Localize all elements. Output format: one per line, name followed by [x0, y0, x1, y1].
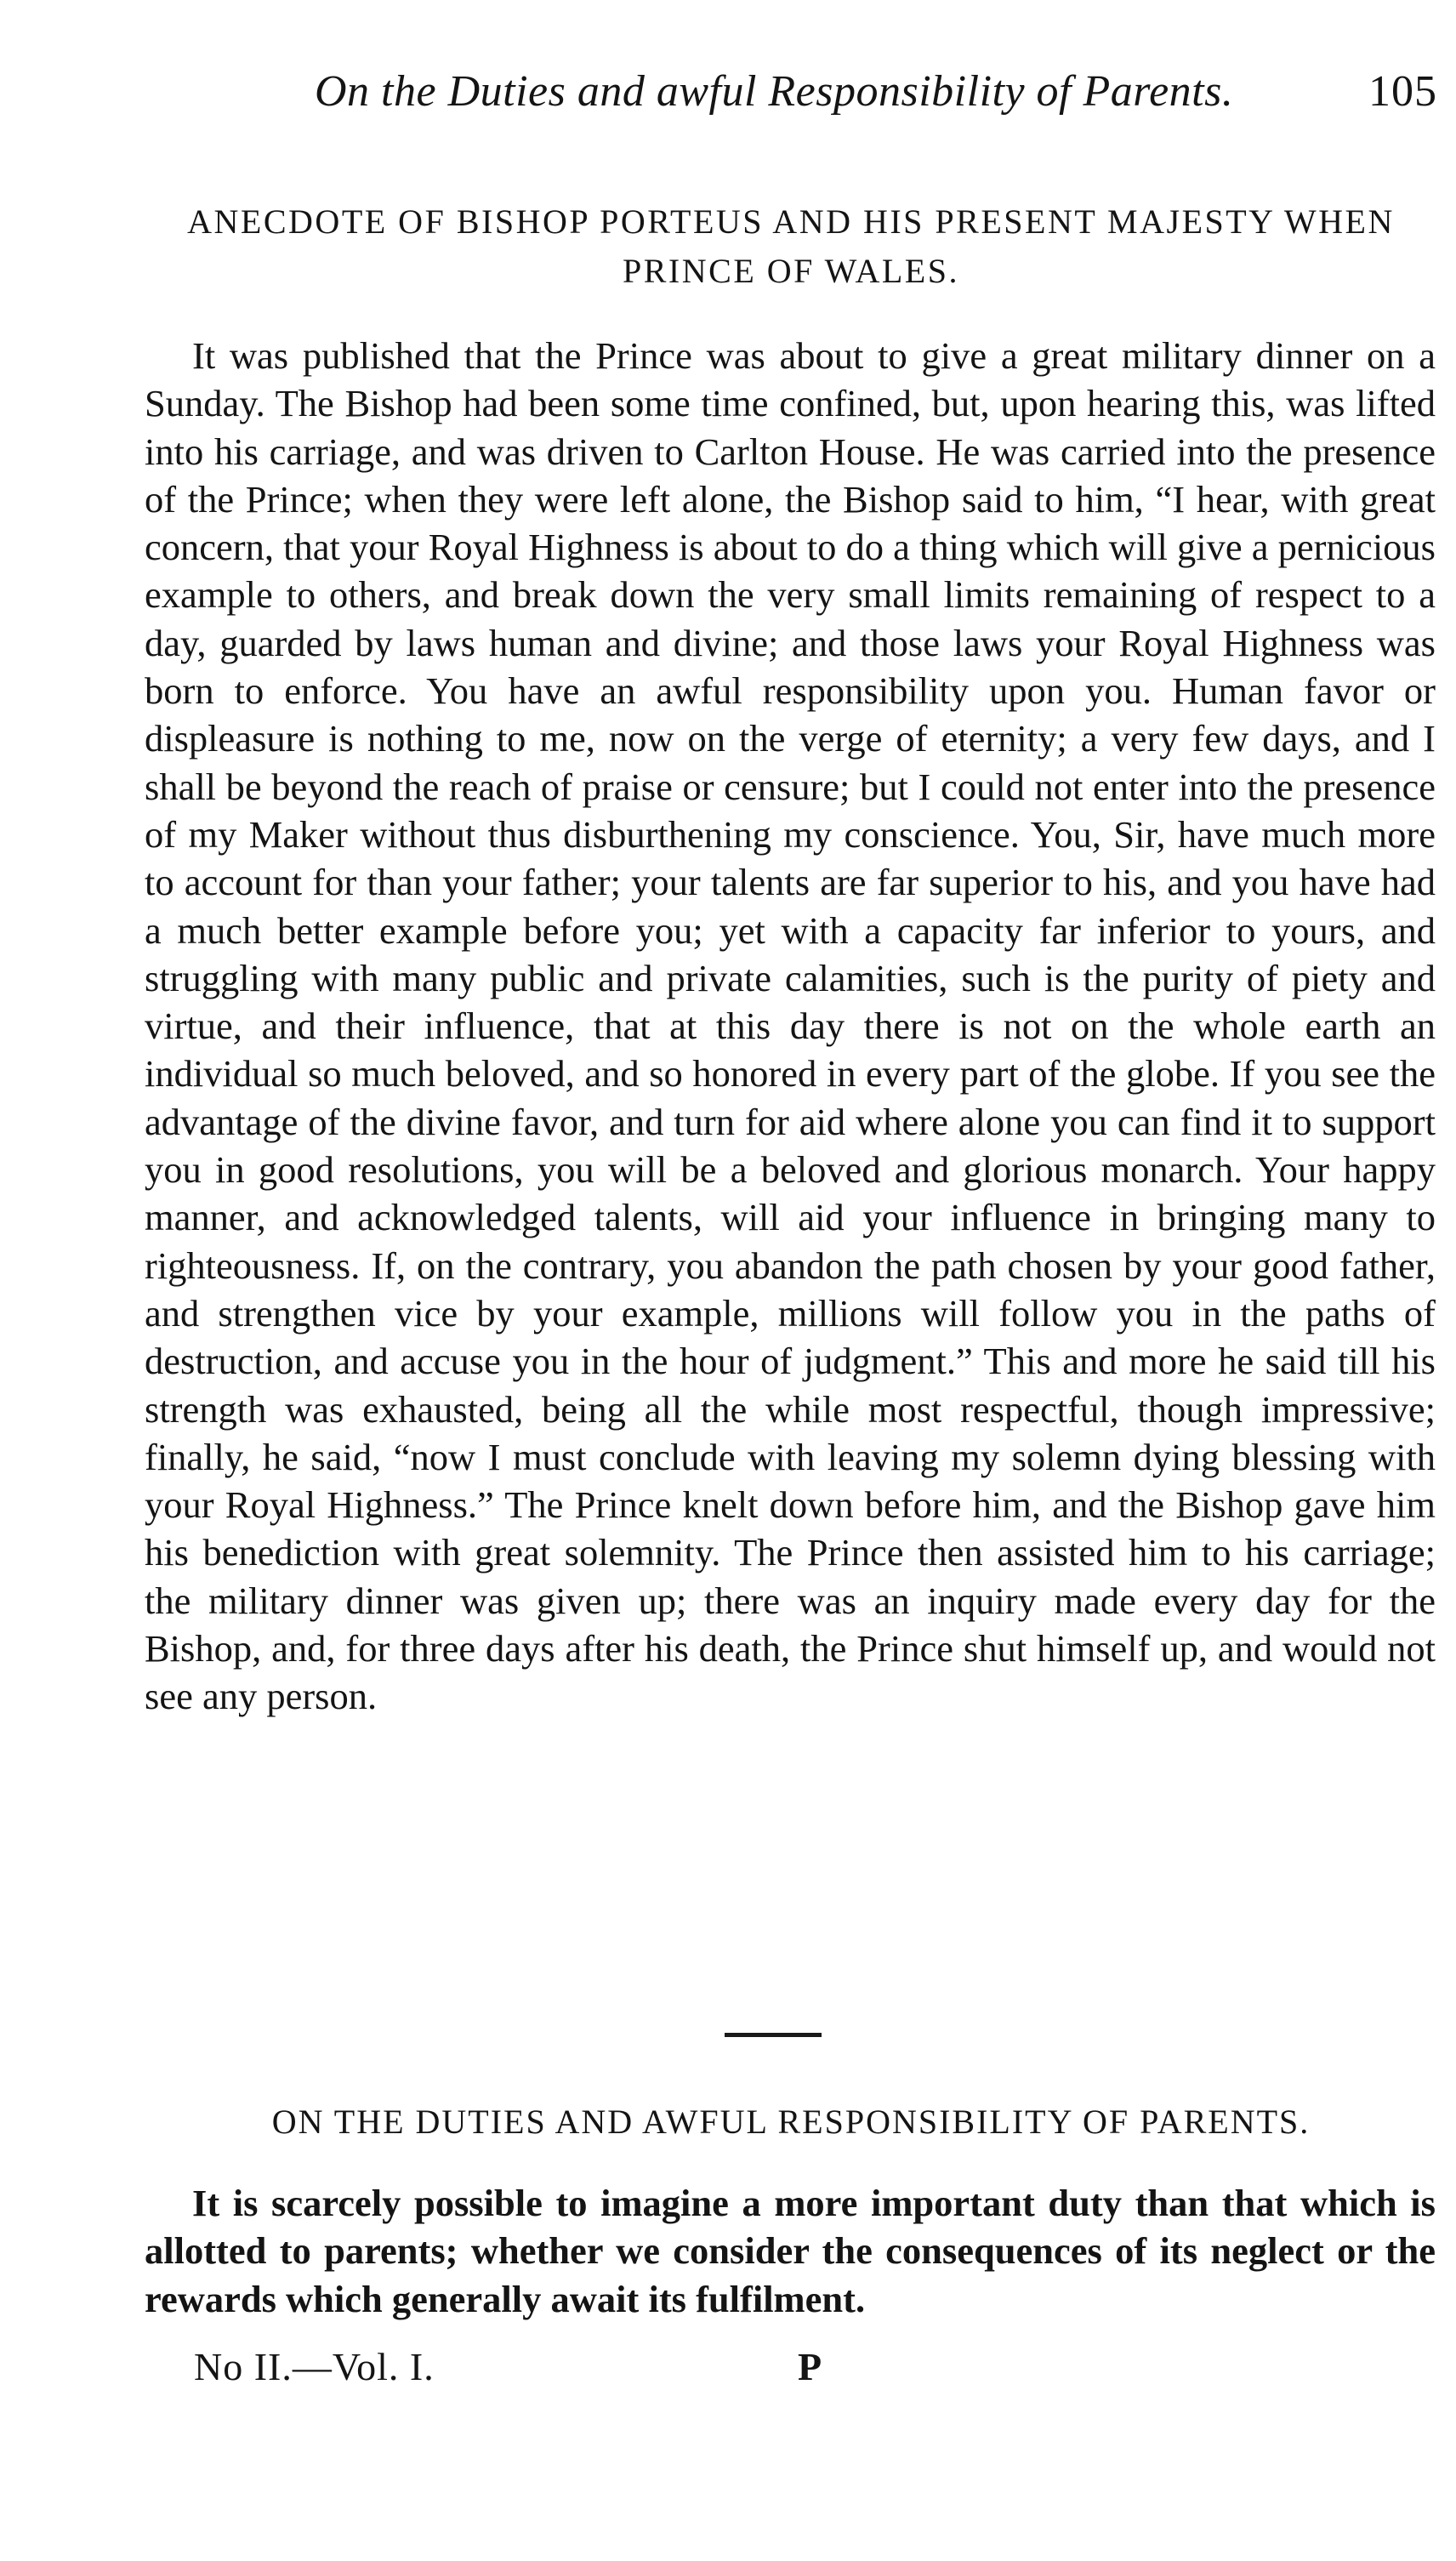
page-footer — [194, 2344, 1385, 2404]
signature-mark: P — [798, 2345, 822, 2388]
issue-signature: No II.—Vol. I. — [194, 2345, 435, 2388]
article-body-duties — [145, 2179, 1436, 2323]
article-paragraph: It was published that the Prince was about to give a great military dinner on a Sunday. The Bishop had been some time confined, but, upon hearing this, was lifted into his carriage, and was driven to Carlton House. He was carried into the presence of the Prince; when they were left alone, the Bishop said to him, “I hear, with great concern, that your Royal Highness is about to do a thing which will give a pernicious example to others, and break down the very small limits remaining of respect to a day, guarded by laws human and divine; and those laws your Royal Highness was born to enforce. You have an awful responsibility upon you. Human favor or displeasure is nothing to me, now on the verge of eternity; a very few days, and I shall be beyond the reach of praise or censure; but I could not enter into the presence of my Maker without thus disburthening my conscience. You, Sir, have much more to account for than your father; your talents are far superior to his, and you have had a much better example before you; yet with a capacity far inferior to yours, and struggling with many public and private calamities, such is the purity of piety and virtue, and their influence, that at this day there is not on the whole earth an individual so much beloved, and so honored in every part of the globe. If you see the advantage of the divine favor, and turn for aid where alone you can find it to support you in good resolutions, you will be a beloved and glorious monarch. Your happy manner, and acknowledged talents, will aid your influence in bringing many to righteousness. If, on the contrary, you abandon the path chosen by your good father, and strengthen vice by your example, millions will follow you in the paths of destruction, and accuse you in the hour of judgment.” This and more he said till his strength was exhausted, being all the while most respectful, though impressive; finally, he said, “now I must conclude with leaving my solemn dying blessing with your Royal Highness.” The Prince knelt down before him, and the Bishop gave him his benediction with great solemnity. The Prince then assisted him to his carriage; the military dinner was given up; there was an inquiry made every day for the Bishop, and, for three days after his death, the Prince shut himself up, and would not see any person. — [145, 334, 1436, 1718]
section-divider — [725, 2033, 822, 2037]
page-number: 105 — [1368, 67, 1437, 116]
running-title: On the Duties and awful Responsibility of Parents. — [315, 67, 1234, 116]
running-head — [306, 66, 1437, 126]
article-body-anecdote — [145, 332, 1436, 1721]
article-heading-duties: ON THE DUTIES AND AWFUL RESPONSIBILITY OF PARENTS. — [271, 2103, 1311, 2141]
article-paragraph: It is scarcely possible to imagine a more important duty than that which is allotted to parents; whether we consider the consequences of its neglect or the rewards which generally await its fulfilment. — [145, 2182, 1436, 2320]
article-heading-anecdote: ANECDOTE OF BISHOP PORTEUS AND HIS PRESENT MAJESTY WHEN PRINCE OF WALES. — [187, 202, 1395, 290]
